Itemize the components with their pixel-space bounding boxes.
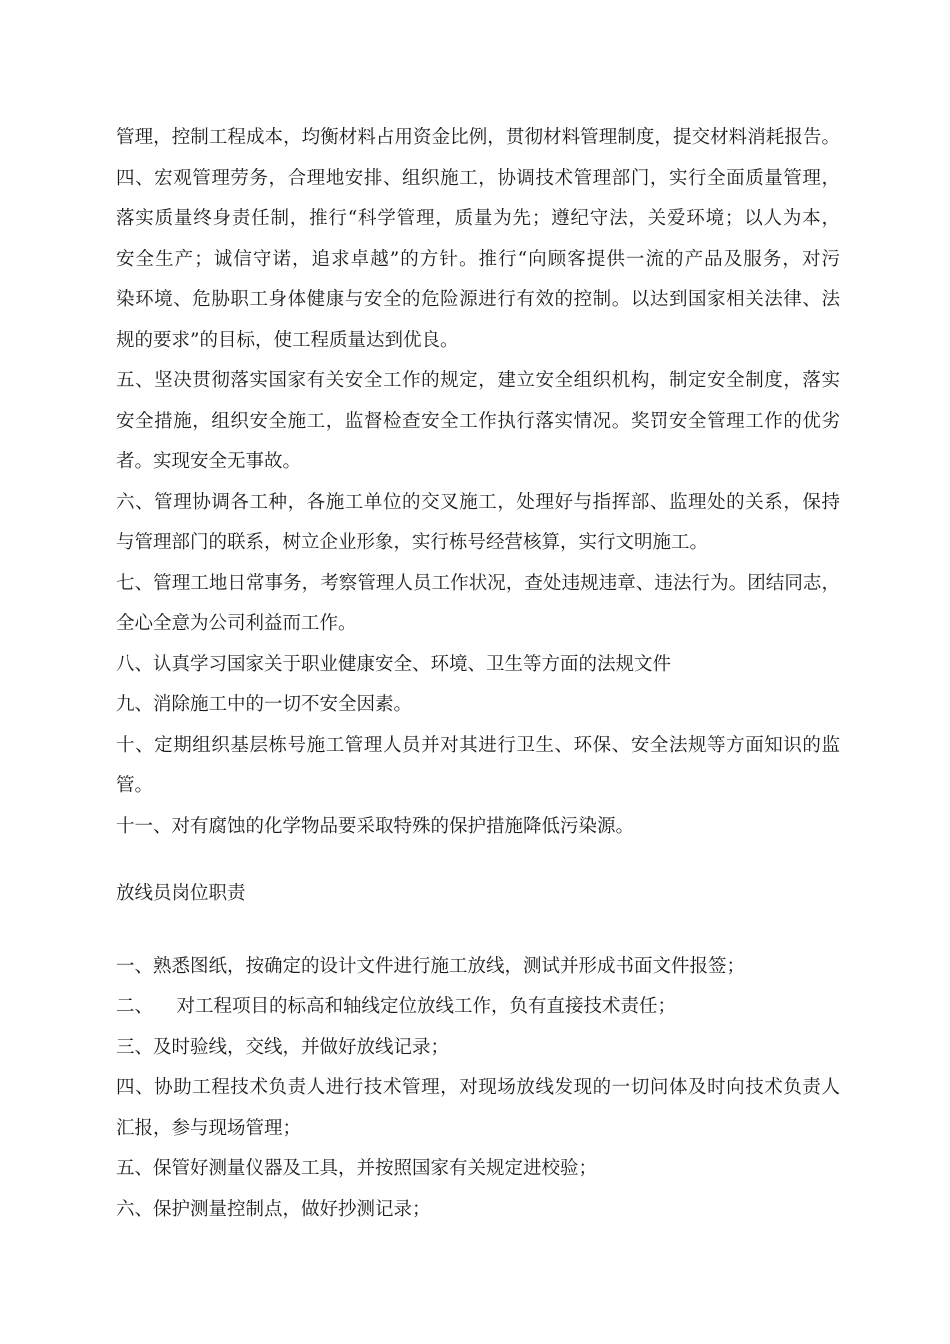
paragraph-line: 五、保管好测量仪器及工具，并按照国家有关规定进校验； bbox=[116, 1158, 598, 1179]
document-page bbox=[116, 118, 840, 1230]
spacer bbox=[116, 915, 840, 947]
paragraph-line: 者。实现安全无事故。 bbox=[116, 451, 302, 472]
section-project-manager-duties bbox=[116, 118, 840, 847]
section-heading: 放线员岗位职责 bbox=[116, 883, 246, 904]
paragraph-line: 四、协助工程技术负责人进行技术管理，对现场放线发现的一切问体及时向技术负责人 bbox=[116, 1077, 840, 1098]
spacer bbox=[116, 847, 840, 874]
paragraph-line: 六、保护测量控制点，做好抄测记录； bbox=[116, 1198, 431, 1220]
paragraph-line: 四、宏观管理劳务，合理地安排、组织施工，协调技术管理部门，实行全面质量管理， bbox=[116, 167, 840, 189]
paragraph-line: 五、坚决贯彻落实国家有关安全工作的规定，建立安全组织机构，制定安全制度，落实 bbox=[116, 370, 840, 391]
paragraph-line: 染环境、危胁职工身体健康与安全的危险源进行有效的控制。以达到国家相关法律、法 bbox=[116, 289, 840, 310]
paragraph-line: 规的要求”的目标，使工程质量达到优良。 bbox=[116, 329, 459, 351]
paragraph-line: 全心全意为公司利益而工作。 bbox=[116, 613, 357, 634]
section-surveyor-duties bbox=[116, 947, 840, 1231]
paragraph-line: 九、消除施工中的一切不安全因素。 bbox=[116, 694, 413, 715]
paragraph-line: 安全生产；诚信守诺，追求卓越”的方针。推行“向顾客提供一流的产品及服务，对污 bbox=[116, 248, 840, 270]
paragraph-line: 安全措施，组织安全施工，监督检查安全工作执行落实情况。奖罚安全管理工作的优劣 bbox=[116, 410, 840, 432]
paragraph-line: 落实质量终身责任制，推行“科学管理，质量为先；遵纪守法，关爱环境；以人为本， bbox=[116, 208, 840, 229]
paragraph-line: 二、 对工程项目的标高和轴线定位放线工作，负有直接技术责任； bbox=[116, 996, 677, 1017]
paragraph-line: 六、管理协调各工种，各施工单位的交叉施工，处理好与指挥部、监理处的关系，保持 bbox=[116, 491, 840, 513]
paragraph-line: 管理，控制工程成本，均衡材料占用资金比例，贯彻材料管理制度，提交材料消耗报告。 bbox=[116, 127, 840, 148]
paragraph-line: 与管理部门的联系，树立企业形象，实行栋号经营核算，实行文明施工。 bbox=[116, 532, 709, 553]
paragraph-line: 十、定期组织基层栋号施工管理人员并对其进行卫生、环保、安全法规等方面知识的监 bbox=[116, 734, 840, 756]
paragraph-line: 七、管理工地日常事务，考察管理人员工作状况，查处违规违章、违法行为。团结同志， bbox=[116, 572, 840, 594]
paragraph-line: 汇报，参与现场管理； bbox=[116, 1117, 302, 1139]
paragraph-line: 三、及时验线，交线，并做好放线记录； bbox=[116, 1036, 450, 1058]
paragraph-line: 管。 bbox=[116, 775, 154, 796]
paragraph-line: 八、认真学习国家关于职业健康安全、环境、卫生等方面的法规文件 bbox=[116, 653, 672, 675]
paragraph-line: 十一、对有腐蚀的化学物品要采取特殊的保护措施降低污染源。 bbox=[116, 815, 635, 837]
paragraph-line: 一、熟悉图纸，按确定的设计文件进行施工放线，测试并形成书面文件报签； bbox=[116, 955, 746, 977]
